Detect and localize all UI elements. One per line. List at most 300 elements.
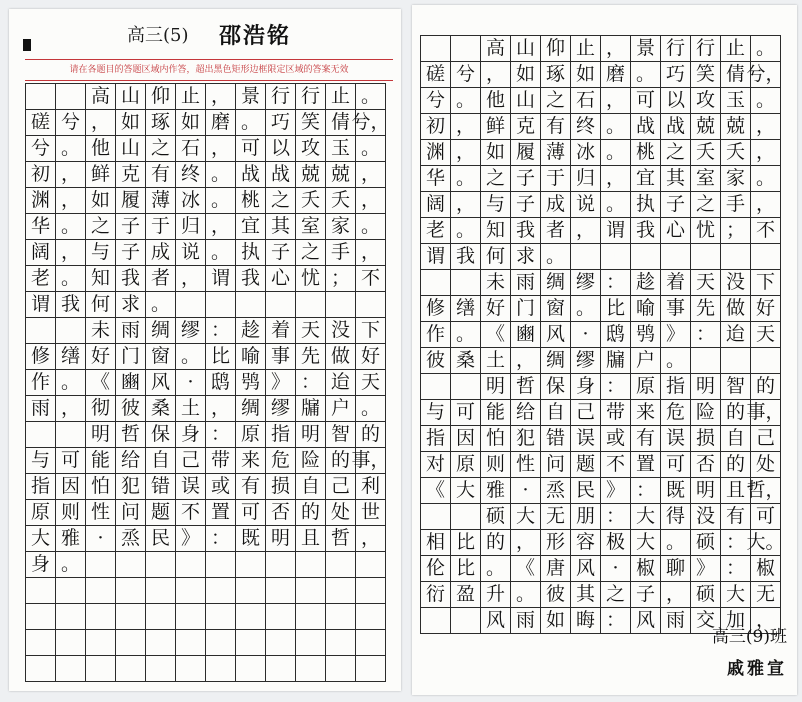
grid-cell: 且 <box>721 478 751 504</box>
grid-cell <box>236 552 266 578</box>
grid-cell: 窗 <box>146 344 176 370</box>
grid-cell <box>176 656 206 682</box>
grid-cell: 事 <box>266 344 296 370</box>
grid-cell: 战 <box>631 114 661 140</box>
grid-cell: 。 <box>751 166 781 192</box>
grid-cell: 老 <box>421 218 451 244</box>
grid-cell: · <box>571 322 601 348</box>
grid-cell: 之 <box>296 240 326 266</box>
grid-cell <box>421 504 451 530</box>
grid-cell: 》 <box>661 322 691 348</box>
grid-cell <box>571 244 601 270</box>
grid-cell: ， <box>751 192 781 218</box>
grid-cell <box>356 292 386 318</box>
grid-cell: 修 <box>26 344 56 370</box>
grid-cell: 我 <box>511 218 541 244</box>
grid-cell: 大 <box>511 504 541 530</box>
grid-cell: 兮 <box>421 88 451 114</box>
grid-cell: ： <box>601 504 631 530</box>
grid-cell: 家 <box>721 166 751 192</box>
grid-cell: 与 <box>26 448 56 474</box>
grid-cell: 者 <box>146 266 176 292</box>
grid-cell: 做 <box>326 344 356 370</box>
grid-cell: 不 <box>601 452 631 478</box>
grid-cell: 雨 <box>511 270 541 296</box>
grid-cell: 修 <box>421 296 451 322</box>
grid-cell: 履 <box>511 140 541 166</box>
grid-cell: 夭 <box>296 188 326 214</box>
grid-cell <box>421 374 451 400</box>
grid-cell: 。 <box>56 370 86 396</box>
grid-cell: 晦 <box>571 608 601 634</box>
grid-cell: 硕 <box>481 504 511 530</box>
grid-cell: 终 <box>571 114 601 140</box>
grid-cell: 磨 <box>206 110 236 136</box>
grid-cell <box>86 630 116 656</box>
grid-cell: 有 <box>146 162 176 188</box>
grid-cell <box>206 656 236 682</box>
grid-cell: 兮， <box>356 110 386 136</box>
grid-cell: 指 <box>266 422 296 448</box>
grid-cell: 己 <box>326 474 356 500</box>
grid-cell: 成 <box>541 192 571 218</box>
grid-cell: 其 <box>571 582 601 608</box>
grid-cell: 心 <box>266 266 296 292</box>
grid-cell: 大。 <box>751 530 781 556</box>
grid-cell: 不 <box>176 500 206 526</box>
grid-cell <box>146 578 176 604</box>
grid-cell: 土 <box>481 348 511 374</box>
grid-cell: 牖 <box>296 396 326 422</box>
grid-cell <box>356 630 386 656</box>
grid-cell: 没 <box>691 504 721 530</box>
grid-cell: 带 <box>601 400 631 426</box>
grid-cell: 。 <box>56 552 86 578</box>
grid-cell: 鸱 <box>206 370 236 396</box>
grid-cell <box>176 630 206 656</box>
grid-cell: 误 <box>571 426 601 452</box>
grid-cell <box>146 630 176 656</box>
grid-cell: 指 <box>661 374 691 400</box>
grid-cell: 椒 <box>751 556 781 582</box>
grid-cell: 户 <box>631 348 661 374</box>
grid-cell: 》 <box>266 370 296 396</box>
grid-cell: 作 <box>26 370 56 396</box>
grid-cell: ， <box>481 62 511 88</box>
grid-cell <box>356 552 386 578</box>
grid-cell: 山 <box>116 136 146 162</box>
grid-cell: 知 <box>481 218 511 244</box>
grid-cell: 得 <box>661 504 691 530</box>
grid-cell: 琢 <box>541 62 571 88</box>
grid-cell: 因 <box>56 474 86 500</box>
grid-cell: 没 <box>326 318 356 344</box>
grid-cell: 己 <box>571 400 601 426</box>
right-writing-grid <box>420 35 785 634</box>
grid-cell: 如 <box>511 62 541 88</box>
grid-cell: 。 <box>481 556 511 582</box>
grid-cell: 。 <box>451 218 481 244</box>
grid-cell: 损 <box>266 474 296 500</box>
grid-cell: 身 <box>571 374 601 400</box>
grid-cell: ， <box>56 188 86 214</box>
grid-cell: 风 <box>146 370 176 396</box>
grid-cell: 绸 <box>146 318 176 344</box>
grid-cell: 渊 <box>26 188 56 214</box>
grid-cell: 指 <box>421 426 451 452</box>
sheet-header <box>9 9 401 75</box>
grid-cell: 先 <box>691 296 721 322</box>
grid-cell <box>236 292 266 318</box>
grid-cell: 求 <box>116 292 146 318</box>
grid-cell: 原 <box>451 452 481 478</box>
grid-cell: 初 <box>421 114 451 140</box>
grid-cell: 且 <box>296 526 326 552</box>
grid-cell: 之 <box>146 136 176 162</box>
grid-cell <box>26 84 56 110</box>
grid-cell: 明 <box>691 374 721 400</box>
grid-cell: 《 <box>511 556 541 582</box>
grid-cell: 老 <box>26 266 56 292</box>
grid-cell: 知 <box>86 266 116 292</box>
grid-cell: ， <box>356 240 386 266</box>
grid-cell: ， <box>86 110 116 136</box>
grid-cell: 倩 <box>326 110 356 136</box>
grid-cell: · <box>601 556 631 582</box>
grid-cell: 高 <box>481 36 511 62</box>
grid-cell: 加 <box>721 608 751 634</box>
grid-cell: ， <box>601 36 631 62</box>
grid-cell: 行 <box>691 36 721 62</box>
grid-cell: 迨 <box>721 322 751 348</box>
grid-cell: 好 <box>481 296 511 322</box>
grid-cell: 《 <box>481 322 511 348</box>
grid-cell <box>206 604 236 630</box>
grid-cell: 止 <box>571 36 601 62</box>
grid-cell: 危 <box>266 448 296 474</box>
grid-cell: 之 <box>601 582 631 608</box>
grid-cell <box>236 578 266 604</box>
grid-cell: 与 <box>86 240 116 266</box>
grid-cell: 兮 <box>26 136 56 162</box>
grid-cell: 。 <box>356 214 386 240</box>
grid-cell: 升 <box>481 582 511 608</box>
grid-cell: 绸 <box>236 396 266 422</box>
grid-cell: ， <box>601 166 631 192</box>
grid-cell <box>116 604 146 630</box>
grid-cell: 如 <box>116 110 146 136</box>
grid-cell: 华 <box>421 166 451 192</box>
grid-cell <box>266 656 296 682</box>
grid-cell: 土 <box>176 396 206 422</box>
grid-cell: 题 <box>146 500 176 526</box>
grid-cell: 性 <box>511 452 541 478</box>
grid-cell: 错 <box>146 474 176 500</box>
grid-cell: 烝 <box>116 526 146 552</box>
grid-cell <box>296 552 326 578</box>
grid-cell: 兮， <box>751 62 781 88</box>
grid-cell: 趁 <box>236 318 266 344</box>
grid-cell: · <box>86 526 116 552</box>
grid-cell: 可 <box>631 88 661 114</box>
grid-cell: 豳 <box>116 370 146 396</box>
grid-cell <box>326 552 356 578</box>
grid-cell: 原 <box>26 500 56 526</box>
grid-cell: ， <box>206 84 236 110</box>
grid-cell: 明 <box>296 422 326 448</box>
grid-cell: 。 <box>451 322 481 348</box>
grid-cell: 否 <box>266 500 296 526</box>
grid-cell: 与 <box>421 400 451 426</box>
grid-cell: 伦 <box>421 556 451 582</box>
grid-cell: 未 <box>481 270 511 296</box>
grid-cell <box>421 36 451 62</box>
grid-cell: 兢 <box>296 162 326 188</box>
grid-cell: 能 <box>481 400 511 426</box>
grid-cell: 硕 <box>691 530 721 556</box>
grid-cell: 终 <box>176 162 206 188</box>
grid-cell: 来 <box>236 448 266 474</box>
grid-cell: ， <box>356 188 386 214</box>
grid-cell: 我 <box>451 244 481 270</box>
grid-cell: 无 <box>751 582 781 608</box>
grid-cell: 保 <box>541 374 571 400</box>
grid-cell: 能 <box>86 448 116 474</box>
grid-cell: 石 <box>571 88 601 114</box>
grid-cell: ， <box>661 582 691 608</box>
grid-cell: 聊 <box>661 556 691 582</box>
grid-cell <box>266 604 296 630</box>
grid-cell: 宜 <box>236 214 266 240</box>
grid-cell <box>26 318 56 344</box>
grid-cell: 景 <box>236 84 266 110</box>
grid-cell: 比 <box>451 530 481 556</box>
grid-cell: 其 <box>266 214 296 240</box>
grid-cell <box>266 630 296 656</box>
grid-cell: ， <box>451 140 481 166</box>
grid-cell <box>296 578 326 604</box>
grid-cell: 于 <box>541 166 571 192</box>
grid-cell <box>326 292 356 318</box>
grid-cell <box>146 604 176 630</box>
grid-cell: ： <box>206 526 236 552</box>
grid-cell: 。 <box>206 162 236 188</box>
grid-cell: 形 <box>541 530 571 556</box>
grid-cell: 明 <box>266 526 296 552</box>
grid-cell: 山 <box>116 84 146 110</box>
grid-cell: 谓 <box>206 266 236 292</box>
grid-cell: 磨 <box>601 62 631 88</box>
grid-cell: 仰 <box>541 36 571 62</box>
grid-cell: 保 <box>146 422 176 448</box>
grid-cell: 谓 <box>26 292 56 318</box>
grid-cell: 谓 <box>421 244 451 270</box>
grid-cell: 说 <box>571 192 601 218</box>
grid-cell: 雨 <box>116 318 146 344</box>
grid-cell <box>451 36 481 62</box>
grid-cell: 彼 <box>541 582 571 608</box>
grid-cell: 谓 <box>601 218 631 244</box>
grid-cell: 作 <box>421 322 451 348</box>
grid-cell: 性 <box>86 500 116 526</box>
grid-cell: 彼 <box>116 396 146 422</box>
grid-cell <box>266 552 296 578</box>
grid-cell: 。 <box>236 110 266 136</box>
grid-cell: 对 <box>421 452 451 478</box>
grid-cell: 之 <box>691 192 721 218</box>
grid-cell: 倩 <box>721 62 751 88</box>
grid-cell: 缮 <box>451 296 481 322</box>
grid-cell: 的 <box>296 500 326 526</box>
grid-cell: 或 <box>601 426 631 452</box>
grid-cell: 明 <box>481 374 511 400</box>
grid-cell: 华 <box>26 214 56 240</box>
grid-cell: 自 <box>296 474 326 500</box>
grid-cell: 何 <box>86 292 116 318</box>
grid-cell: 民 <box>571 478 601 504</box>
grid-cell: 问 <box>541 452 571 478</box>
grid-cell: 行 <box>661 36 691 62</box>
grid-cell: ， <box>751 114 781 140</box>
grid-cell <box>451 504 481 530</box>
grid-cell: 事， <box>751 400 781 426</box>
grid-cell: 桃 <box>236 188 266 214</box>
grid-cell: 缮 <box>56 344 86 370</box>
grid-cell: 手 <box>326 240 356 266</box>
grid-cell: 做 <box>721 296 751 322</box>
grid-cell: 置 <box>631 452 661 478</box>
grid-cell <box>116 578 146 604</box>
grid-cell: 着 <box>661 270 691 296</box>
grid-cell: 无 <box>541 504 571 530</box>
grid-cell: 带 <box>206 448 236 474</box>
grid-cell: 笑 <box>296 110 326 136</box>
grid-cell: 桑 <box>451 348 481 374</box>
grid-cell <box>326 578 356 604</box>
grid-cell: 既 <box>661 478 691 504</box>
grid-cell <box>176 552 206 578</box>
grid-cell: · <box>176 370 206 396</box>
grid-cell: 宜 <box>631 166 661 192</box>
grid-cell: 何 <box>481 244 511 270</box>
grid-cell <box>356 656 386 682</box>
grid-cell <box>86 604 116 630</box>
grid-cell: 天 <box>296 318 326 344</box>
grid-cell: ， <box>56 240 86 266</box>
grid-cell: 止 <box>721 36 751 62</box>
grid-cell: 智 <box>326 422 356 448</box>
grid-cell: 。 <box>56 136 86 162</box>
grid-cell: 止 <box>176 84 206 110</box>
grid-cell: 则 <box>481 452 511 478</box>
grid-cell: 桑 <box>146 396 176 422</box>
grid-cell: 忧 <box>691 218 721 244</box>
grid-cell: 笑 <box>691 62 721 88</box>
grid-cell: 身 <box>26 552 56 578</box>
grid-cell: 冰 <box>571 140 601 166</box>
grid-cell: 犯 <box>511 426 541 452</box>
grid-cell: 事， <box>356 448 386 474</box>
grid-cell: 手 <box>721 192 751 218</box>
grid-cell: ： <box>601 608 631 634</box>
grid-cell: 自 <box>541 400 571 426</box>
grid-cell: 哲 <box>326 526 356 552</box>
grid-cell: 山 <box>511 88 541 114</box>
grid-cell: 子 <box>116 240 146 266</box>
grid-cell <box>176 604 206 630</box>
grid-cell: 兮 <box>451 62 481 88</box>
grid-cell: 子 <box>631 582 661 608</box>
grid-cell <box>236 604 266 630</box>
grid-cell: 我 <box>236 266 266 292</box>
grid-cell <box>661 244 691 270</box>
grid-cell: 下 <box>356 318 386 344</box>
grid-cell: 我 <box>56 292 86 318</box>
grid-cell <box>56 656 86 682</box>
grid-cell: 错 <box>541 426 571 452</box>
grid-cell: 未 <box>86 318 116 344</box>
grid-cell: 子 <box>511 192 541 218</box>
grid-cell: 磋 <box>26 110 56 136</box>
grid-cell: 不 <box>356 266 386 292</box>
grid-cell: 攻 <box>691 88 721 114</box>
grid-cell: 战 <box>236 162 266 188</box>
grid-cell <box>26 422 56 448</box>
grid-cell: 山 <box>511 36 541 62</box>
grid-cell: 怕 <box>86 474 116 500</box>
grid-cell: 烝 <box>541 478 571 504</box>
grid-cell: 之 <box>266 188 296 214</box>
grid-cell: 险 <box>296 448 326 474</box>
grid-cell: 《 <box>86 370 116 396</box>
grid-cell: 喻 <box>236 344 266 370</box>
grid-cell: 彻 <box>86 396 116 422</box>
grid-cell: 薄 <box>146 188 176 214</box>
grid-cell: 的 <box>356 422 386 448</box>
grid-cell: 。 <box>356 84 386 110</box>
grid-cell: 雨 <box>511 608 541 634</box>
grid-cell: ： <box>206 422 236 448</box>
grid-cell <box>176 292 206 318</box>
grid-cell: 危 <box>661 400 691 426</box>
grid-cell: 好 <box>86 344 116 370</box>
grid-cell: 如 <box>571 62 601 88</box>
grid-cell: ： <box>721 530 751 556</box>
grid-cell <box>86 656 116 682</box>
grid-cell: 险 <box>691 400 721 426</box>
grid-cell: ： <box>601 270 631 296</box>
grid-cell: 。 <box>56 214 86 240</box>
grid-cell <box>26 630 56 656</box>
grid-cell: 题 <box>571 452 601 478</box>
grid-cell <box>691 244 721 270</box>
grid-cell: ， <box>571 218 601 244</box>
grid-cell <box>236 656 266 682</box>
grid-cell: 。 <box>571 296 601 322</box>
grid-cell: 缪 <box>571 270 601 296</box>
grid-cell <box>56 578 86 604</box>
grid-cell: 风 <box>571 556 601 582</box>
grid-cell: 因 <box>451 426 481 452</box>
grid-cell: ， <box>56 396 86 422</box>
grid-cell <box>176 578 206 604</box>
grid-cell: 仰 <box>146 84 176 110</box>
grid-cell: 桃 <box>631 140 661 166</box>
grid-cell: 鲜 <box>481 114 511 140</box>
grid-cell: 鲜 <box>86 162 116 188</box>
grid-cell: 者 <box>541 218 571 244</box>
grid-cell <box>326 630 356 656</box>
